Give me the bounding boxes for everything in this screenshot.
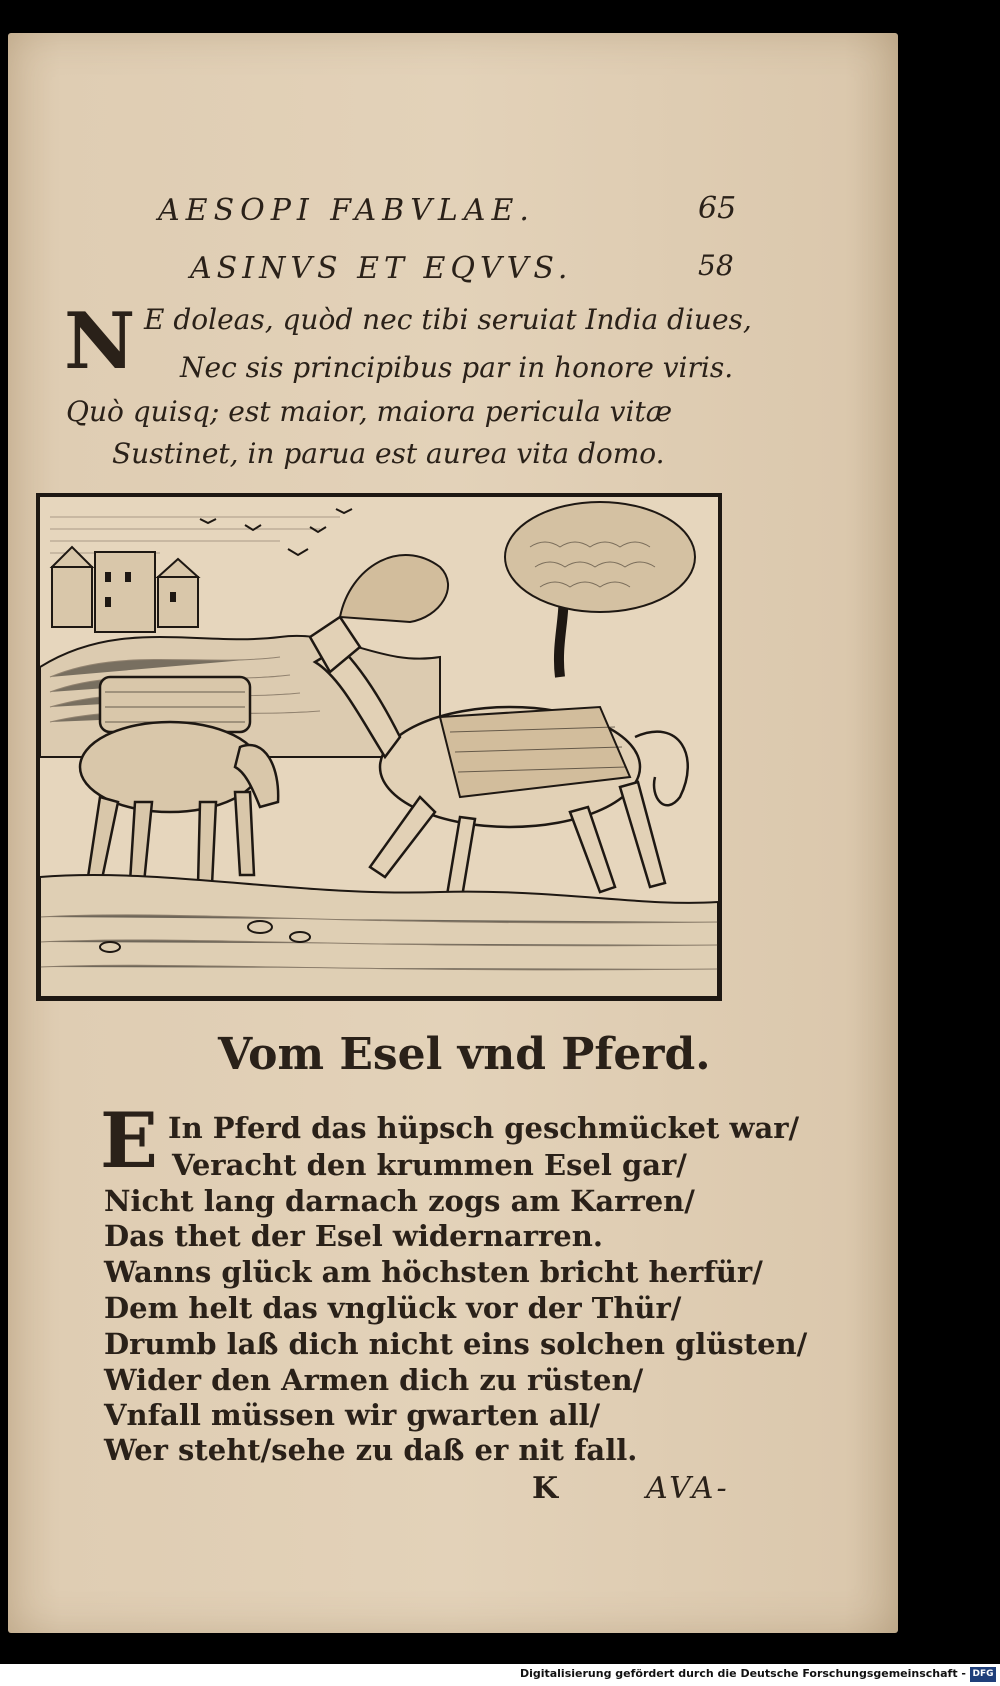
catchword: AVA- [646,1471,730,1506]
german-verse-line: Vnfall müssen wir gwarten all/ [104,1398,601,1432]
latin-verse-line: Nec sis principibus par in honore viris. [180,351,734,384]
book-page [8,33,898,1633]
german-verse-line: Nicht lang darnach zogs am Karren/ [104,1184,695,1218]
latin-verse-line: E doleas, quòd nec tibi seruiat India diues, [144,303,752,336]
latin-verse-line: Sustinet, in parua est aurea vita domo. [112,437,665,470]
german-verse-line: Drumb laß dich nicht eins solchen glüsten/ [104,1327,808,1361]
running-head: AESOPI FABVLAE. [158,193,535,228]
german-verse-line: Wer steht/sehe zu daß er nit fall. [104,1433,638,1467]
german-verse-line: Veracht den krummen Esel gar/ [172,1148,687,1182]
latin-verse-line: Quò quisq; est maior, maiora pericula vitæ [66,395,673,428]
woodcut-illustration-icon [40,497,718,997]
digitization-footer [0,1664,1000,1686]
woodcut-illustration [36,493,722,1001]
page-number: 65 [698,191,737,226]
german-verse-line: Dem helt das vnglück vor der Thür/ [104,1291,682,1325]
german-verse-line: Das thet der Esel widernarren. [104,1219,603,1253]
german-drop-initial: E [100,1096,158,1185]
fable-number: 58 [698,249,734,282]
funding-credit: Digitalisierung gefördert durch die Deutsche Forschungsgemeinschaft - [519,1667,966,1680]
dfg-logo-icon: DFG [970,1667,996,1682]
german-verse-line: Wanns glück am höchsten bricht herfür/ [104,1255,763,1289]
german-verse-line: In Pferd das hüpsch geschmücket war/ [168,1111,800,1145]
german-title: Vom Esel vnd Pferd. [218,1029,711,1080]
latin-drop-initial: N [64,296,136,387]
signature-mark: K [532,1471,559,1506]
fable-title: ASINVS ET EQVVS. [190,251,573,286]
german-verse-line: Wider den Armen dich zu rüsten/ [104,1363,644,1397]
